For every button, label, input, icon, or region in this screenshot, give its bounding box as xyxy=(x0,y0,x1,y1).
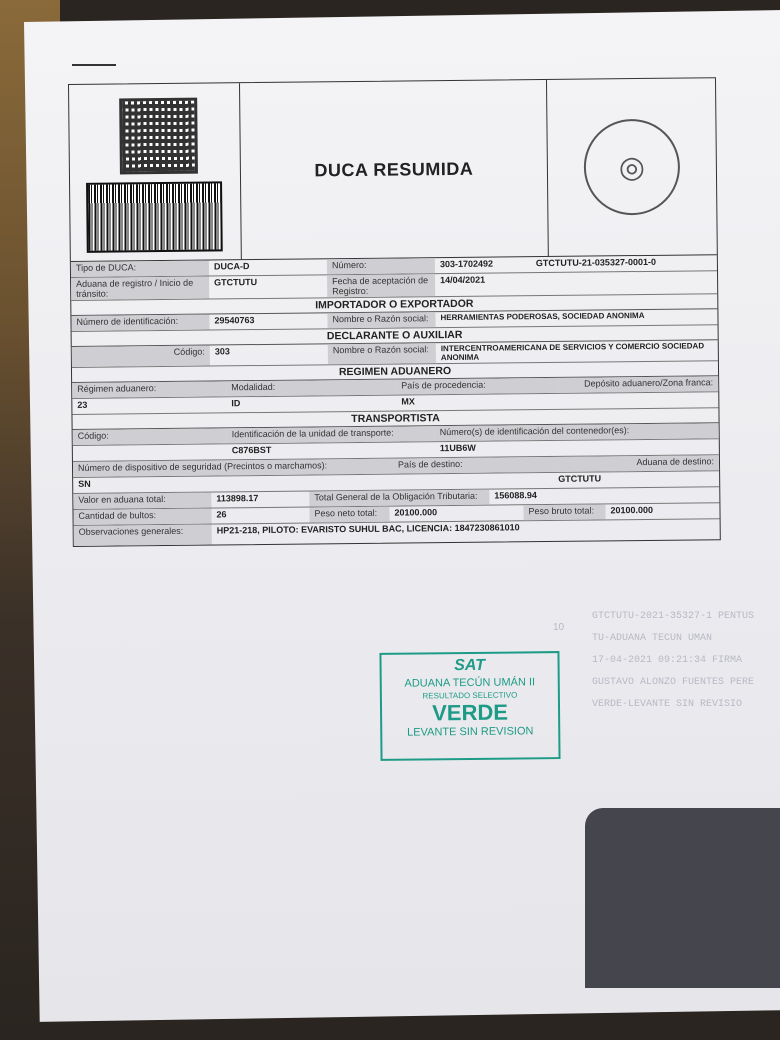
obs-value: HP21-218, PILOTO: EVARISTO SUHUL BAC, LICENCIA: 1847230861010 xyxy=(216,522,520,536)
title-area xyxy=(240,80,549,259)
deposito-label: Depósito aduanero/Zona franca: xyxy=(558,376,718,393)
pais-destino-label: País de destino: xyxy=(393,457,553,474)
top-mark xyxy=(72,64,116,66)
shadow xyxy=(585,808,780,988)
numero-label: Número: xyxy=(327,258,435,274)
valor-value: 113898.17 xyxy=(216,493,259,504)
bruto-label: Peso bruto total: xyxy=(523,504,605,520)
fecha-label: Fecha de aceptación de Registro: xyxy=(327,274,435,297)
importador-id-value: 29540763 xyxy=(214,315,255,326)
codes-area xyxy=(69,83,242,261)
stamp-levante: LEVANTE SIN REVISION xyxy=(407,725,534,739)
pais-procedencia-value: MX xyxy=(401,396,415,407)
unidad-label: Identificación de la unidad de transporte: xyxy=(227,426,435,443)
aduana-label: Aduana de registro / Inicio de tránsito: xyxy=(71,277,209,300)
contenedor-label: Número(s) de identificación del contenedor(es): xyxy=(435,423,719,441)
declarante-nombre-label: Nombre o Razón social: xyxy=(328,343,436,364)
customs-stamp xyxy=(379,651,560,761)
ghost-line: VERDE-LEVANTE SIN REVISIO xyxy=(592,699,743,710)
modalidad-label: Modalidad: xyxy=(226,380,396,397)
sat-logo: SAT xyxy=(454,656,486,675)
ghost-imprint xyxy=(592,606,754,716)
importador-nombre-label: Nombre o Razón social: xyxy=(327,312,435,328)
duca-form xyxy=(68,77,721,547)
contenedor-value: 11UB6W xyxy=(439,442,476,454)
regimen-value: 23 xyxy=(77,399,88,410)
numero-value: 303-1702492 xyxy=(439,258,494,270)
form-header xyxy=(69,78,717,262)
bruto-value: 20100.000 xyxy=(610,504,654,516)
modalidad-value: ID xyxy=(231,398,241,409)
section-transportista: TRANSPORTISTA xyxy=(72,408,718,430)
obs-label: Observaciones generales: xyxy=(74,525,212,546)
ref-number: GTCTUTU-21-035327-0001-0 xyxy=(535,256,657,269)
tipo-value: DUCA-D xyxy=(213,261,250,272)
logo-area xyxy=(547,78,717,256)
section-importador: IMPORTADOR O EXPORTADOR xyxy=(71,294,717,316)
dispositivo-label: Número de dispositivo de seguridad (Precintos o marchamos): xyxy=(73,459,393,477)
aduana-destino-label: Aduana de destino: xyxy=(553,455,719,472)
declarante-codigo-value: 303 xyxy=(214,346,230,357)
obligacion-label: Total General de la Obligación Tributaria: xyxy=(309,490,489,507)
barcode-icon xyxy=(86,181,223,252)
declarante-codigo-label: Código: xyxy=(72,346,210,367)
pais-procedencia-label: País de procedencia: xyxy=(396,378,558,395)
bultos-value: 26 xyxy=(216,509,227,520)
obligacion-value: 156088.94 xyxy=(494,490,537,501)
dispositivo-value: SN xyxy=(78,478,91,489)
declarante-nombre-value: INTERCENTROAMERICANA DE SERVICIOS Y COMERCIO SOCIEDAD ANONIMA xyxy=(440,341,705,363)
stamp-aduana: ADUANA TECÚN UMÁN II xyxy=(404,676,536,690)
tipo-label: Tipo de DUCA: xyxy=(71,261,209,277)
neto-value: 20100.000 xyxy=(394,507,438,518)
stamp-resultado: RESULTADO SELECTIVO xyxy=(422,690,518,701)
aduana-value: GTCTUTU xyxy=(214,277,258,288)
aduana-destino-value: GTCTUTU xyxy=(558,473,602,484)
valor-label: Valor en aduana total: xyxy=(73,493,211,509)
neto-label: Peso neto total: xyxy=(309,507,389,523)
regimen-label: Régimen aduanero: xyxy=(72,381,226,398)
ghost-number: 10 xyxy=(553,622,565,633)
ghost-line: 17-04-2021 09:21:34 FIRMA xyxy=(592,655,743,666)
ghost-line: GUSTAVO ALONZO FUENTES PERE xyxy=(592,677,755,688)
bultos-label: Cantidad de bultos: xyxy=(73,509,211,525)
page-title: DUCA RESUMIDA xyxy=(314,158,474,180)
qr-code-icon xyxy=(119,98,198,175)
fecha-value: 14/04/2021 xyxy=(440,274,486,286)
transporte-codigo-label: Código: xyxy=(73,428,227,445)
section-regimen: REGIMEN ADUANERO xyxy=(72,361,718,383)
ghost-line: TU-ADUANA TECUN UMAN xyxy=(592,633,713,644)
ghost-line: GTCTUTU-2021-35327-1 PENTUS xyxy=(592,611,755,622)
spacer xyxy=(73,444,227,461)
unidad-value: C876BST xyxy=(231,444,272,456)
seal-logo-icon: ◎ xyxy=(583,119,680,216)
section-declarante: DECLARANTE O AUXILIAR xyxy=(72,325,718,347)
importador-nombre-value: HERRAMIENTAS PODEROSAS, SOCIEDAD ANONIMA xyxy=(440,310,645,323)
stamp-verde: VERDE xyxy=(432,699,509,726)
importador-id-label: Número de identificación: xyxy=(71,315,209,331)
